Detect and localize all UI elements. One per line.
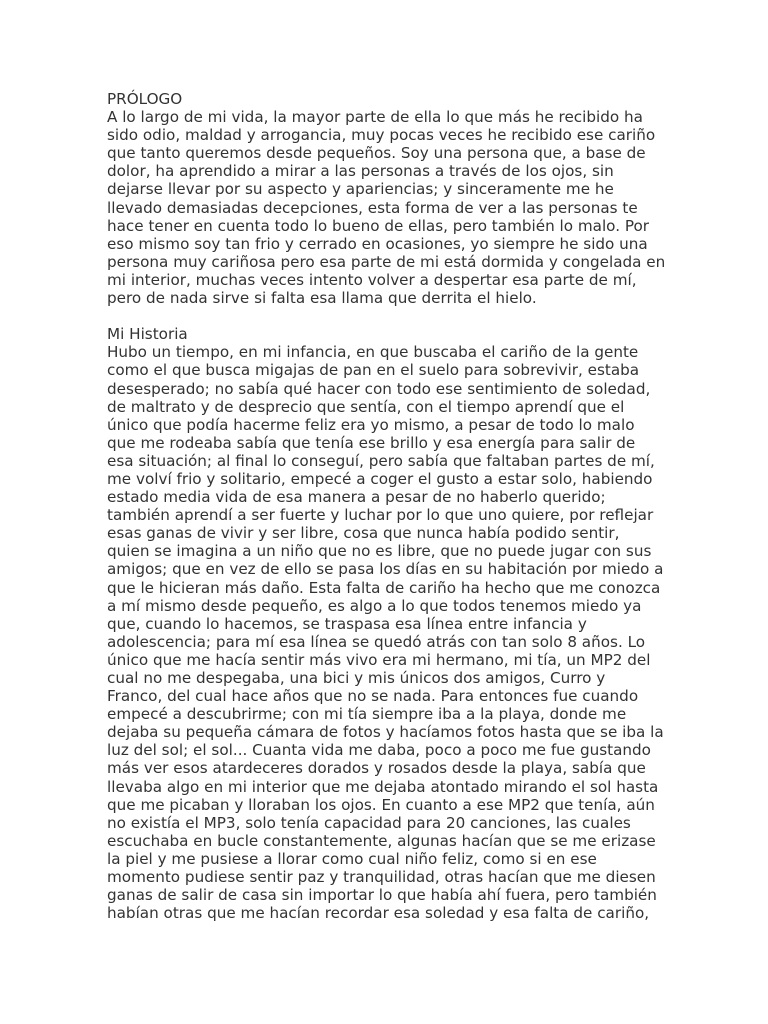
text-line: estado media vida de esa manera a pesar de no haberlo querido; bbox=[107, 488, 606, 507]
history-title: Mi Historia bbox=[107, 325, 188, 344]
text-line: Franco, del cual hace años que no se nada. Para entonces fue cuando bbox=[107, 687, 639, 706]
text-line: eso mismo soy tan frio y cerrado en ocasiones, yo siempre he sido una bbox=[107, 234, 648, 253]
text-line: habían otras que me hacían recordar esa soledad y esa falta de cariño, bbox=[107, 904, 650, 923]
history-body bbox=[107, 343, 667, 922]
text-line: desesperado; no sabía qué hacer con todo ese sentimiento de soledad, bbox=[107, 379, 651, 398]
text-line: esas ganas de vivir y ser libre, cosa que nunca había podido sentir, bbox=[107, 524, 620, 543]
text-line: amigos; que en vez de ello se pasa los días en su habitación por miedo a bbox=[107, 560, 664, 579]
prologue-body bbox=[107, 108, 667, 307]
text-line: llevado demasiadas decepciones, esta forma de ver a las personas te bbox=[107, 198, 638, 217]
text-line: me volví frio y solitario, empecé a coger el gusto a estar solo, habiendo bbox=[107, 469, 653, 488]
text-line: que me rodeaba sabía que tenía ese brillo y esa energía para salir de bbox=[107, 433, 636, 452]
text-line: la piel y me pusiese a llorar como cual niño feliz, como si en ese bbox=[107, 849, 597, 868]
text-line: que le hicieran más daño. Esta falta de cariño ha hecho que me conozca bbox=[107, 578, 661, 597]
text-line: sido odio, maldad y arrogancia, muy pocas veces he recibido ese cariño bbox=[107, 126, 656, 145]
text-line: a mí mismo desde pequeño, es algo a lo que todos tenemos miedo ya bbox=[107, 596, 642, 615]
text-line: único que podía hacerme feliz era yo mismo, a pesar de todo lo malo bbox=[107, 415, 635, 434]
text-line: Hubo un tiempo, en mi infancia, en que buscaba el cariño de la gente bbox=[107, 343, 639, 362]
text-line: luz del sol; el sol... Cuanta vida me daba, poco a poco me fue gustando bbox=[107, 741, 651, 760]
text-line: cual no me despegaba, una bici y mis únicos dos amigos, Curro y bbox=[107, 669, 606, 687]
text-line: dejarse llevar por su aspecto y apariencias; y sinceramente me he bbox=[107, 180, 614, 199]
text-line: escuchaba en bucle constantemente, algunas hacían que se me erizase bbox=[107, 831, 656, 850]
text-line: pero de nada sirve si falta esa llama que derrita el hielo. bbox=[107, 289, 537, 308]
text-line: esa situación; al final lo conseguí, pero sabía que faltaban partes de mí, bbox=[107, 451, 655, 470]
text-line: llevaba algo en mi interior que me dejaba atontado mirando el sol hasta bbox=[107, 777, 659, 796]
text-line: quien se imagina a un niño que no es libre, que no puede jugar con sus bbox=[107, 542, 652, 561]
paragraph-spacer bbox=[107, 307, 667, 325]
text-line: no existía el MP3, solo tenía capacidad para 20 canciones, las cuales bbox=[107, 813, 631, 832]
text-line: como el que busca migajas de pan en el suelo para sobrevivir, estaba bbox=[107, 361, 640, 380]
text-line: de maltrato y de desprecio que sentía, con el tiempo aprendí que el bbox=[107, 397, 625, 416]
text-line: persona muy cariñosa pero esa parte de mi está dormida y congelada en bbox=[107, 252, 666, 271]
text-line: empecé a descubrirme; con mi tía siempre iba a la playa, donde me bbox=[107, 705, 627, 724]
text-line: adolescencia; para mí esa línea se quedó atrás con tan solo 8 años. Lo bbox=[107, 632, 646, 651]
text-line: ganas de salir de casa sin importar lo que había ahí fuera, pero también bbox=[107, 886, 657, 905]
text-line: mi interior, muchas veces intento volver a despertar esa parte de mí, bbox=[107, 270, 637, 289]
text-line: que, cuando lo hacemos, se traspasa esa línea entre infancia y bbox=[107, 614, 587, 633]
text-line: hace tener en cuenta todo lo bueno de ellas, pero también lo malo. Por bbox=[107, 216, 650, 235]
text-line: A lo largo de mi vida, la mayor parte de ella lo que más he recibido ha bbox=[107, 108, 643, 127]
text-line: dolor, ha aprendido a mirar a las personas a través de los ojos, sin bbox=[107, 162, 614, 181]
text-line: más ver esos atardeceres dorados y rosados desde la playa, sabía que bbox=[107, 759, 646, 778]
text-line: momento pudiese sentir paz y tranquilidad, otras hacían que me diesen bbox=[107, 868, 656, 887]
text-line: que tanto queremos desde pequeños. Soy una persona que, a base de bbox=[107, 144, 646, 163]
document-page bbox=[107, 90, 667, 922]
text-line: dejaba su pequeña cámara de fotos y hacíamos fotos hasta que se iba la bbox=[107, 723, 664, 742]
text-line: también aprendí a ser fuerte y luchar por lo que uno quiere, por reflejar bbox=[107, 506, 654, 525]
prologue-title: PRÓLOGO bbox=[107, 90, 183, 108]
text-line: único que me hacía sentir más vivo era mi hermano, mi tía, un MP2 del bbox=[107, 650, 651, 669]
text-line: que me picaban y lloraban los ojos. En cuanto a ese MP2 que tenía, aún bbox=[107, 795, 655, 814]
